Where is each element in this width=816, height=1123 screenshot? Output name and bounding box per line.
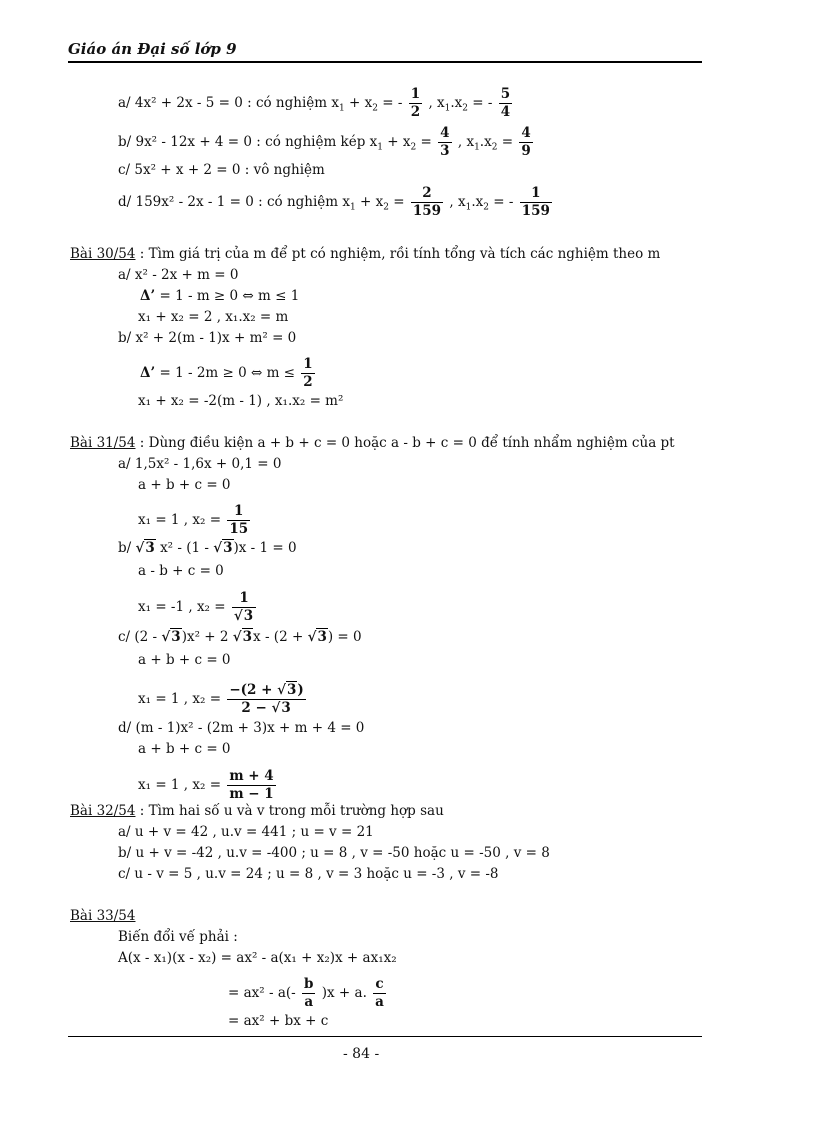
fraction: $\frac{4}{3}$ xyxy=(440,125,450,159)
delta-symbol: Δ’ xyxy=(140,288,156,304)
p31-b-result: x₁ = -1 , x₂ = $\frac{1}{√3}$ xyxy=(138,590,258,625)
p29-d: d/ 159x² - 2x - 1 = 0 : có nghiệm $x_1 + x_2$ = $\frac{2}{159}$ , $x_1.x_2$ = - $\frac{1}{159}$ xyxy=(118,185,550,219)
p31-c-cond: a + b + c = 0 xyxy=(138,652,231,668)
sqrt: √3 xyxy=(307,629,327,645)
sqrt: √3 xyxy=(161,629,181,645)
p29-c: c/ 5x² + x + 2 = 0 : vô nghiệm xyxy=(118,162,325,178)
p31-a-result: x₁ = 1 , x₂ = $\frac{1}{15}$ xyxy=(138,503,249,537)
fraction: $\frac{1}{√3}$ xyxy=(232,590,256,625)
fraction: $\frac{-(2 + √3)}{2 - √3}$ xyxy=(229,682,304,716)
footer-rule xyxy=(68,1036,702,1037)
header-rule xyxy=(68,61,702,63)
sqrt: √3 xyxy=(232,629,253,645)
page-header: Giáo án Đại số lớp 9 xyxy=(68,40,237,58)
p31-a: a/ 1,5x² - 1,6x + 0,1 = 0 xyxy=(118,456,282,472)
p31-b: b/ √3 x² - (1 - √3)x - 1 = 0 xyxy=(118,540,297,556)
fraction: $\frac{b}{a}$ xyxy=(304,976,314,1010)
sqrt: √3 xyxy=(233,608,254,624)
p30-a-delta: Δ’ = 1 - m ≥ 0 ⇔ m ≤ 1 xyxy=(140,288,300,304)
p33-line3: = ax² + bx + c xyxy=(228,1013,329,1029)
fraction: $\frac{m + 4}{m - 1}$ xyxy=(229,768,274,802)
p32-a: a/ u + v = 42 , u.v = 441 ; u = v = 21 xyxy=(118,824,374,840)
delta-symbol: Δ’ xyxy=(140,365,156,381)
fraction: $\frac{2}{159}$ xyxy=(412,185,442,219)
p32-title-line: Bài 32/54 : Tìm hai số u và v trong mỗi trường hợp sau xyxy=(70,803,444,819)
page-number: - 84 - xyxy=(343,1046,380,1062)
p31-b-cond: a - b + c = 0 xyxy=(138,563,224,579)
p33-line1: A(x - x₁)(x - x₂) = ax² - a(x₁ + x₂)x + ax₁x₂ xyxy=(118,950,397,966)
p32-c: c/ u - v = 5 , u.v = 24 ; u = 8 , v = 3 hoặc u = -3 , v = -8 xyxy=(118,866,499,882)
p33-line2: = ax² - a(- $\frac{b}{a}$ )x + a. $\frac{c}{a}$ xyxy=(228,976,384,1010)
fraction: $\frac{c}{a}$ xyxy=(375,976,384,1010)
sqrt: √3 xyxy=(271,700,291,716)
exercise-title: Bài 31/54 xyxy=(70,435,136,451)
p33-title xyxy=(70,907,135,925)
exercise-title: Bài 30/54 xyxy=(70,246,136,262)
p31-d: d/ (m - 1)x² - (2m + 3)x + m + 4 = 0 xyxy=(118,720,365,736)
sqrt: √3 xyxy=(277,682,297,698)
fraction: $\frac{1}{2}$ xyxy=(303,356,313,390)
p32-b: b/ u + v = -42 , u.v = -400 ; u = 8 , v = -50 hoặc u = -50 , v = 8 xyxy=(118,845,550,861)
p31-d-cond: a + b + c = 0 xyxy=(138,741,231,757)
fraction: $\frac{1}{2}$ xyxy=(410,86,421,120)
fraction: $\frac{5}{4}$ xyxy=(500,86,511,120)
p30-b-result: x₁ + x₂ = -2(m - 1) , x₁.x₂ = m² xyxy=(138,393,344,409)
p31-title-line: Bài 31/54 : Dùng điều kiện a + b + c = 0 hoặc a - b + c = 0 để tính nhẩm nghiệm của pt xyxy=(70,435,675,451)
exercise-title: Bài 33/54 xyxy=(70,908,136,924)
p31-c: c/ (2 - √3)x² + 2 √3x - (2 + √3) = 0 xyxy=(118,629,362,645)
sqrt: √3 xyxy=(213,540,233,556)
p30-b-delta: Δ’ = 1 - 2m ≥ 0 ⇔ m ≤ $\frac{1}{2}$ xyxy=(140,356,313,390)
p33-intro: Biến đổi vế phải : xyxy=(118,929,238,945)
sqrt: √3 xyxy=(135,540,155,556)
p29-a: a/ 4x² + 2x - 5 = 0 : có nghiệm $x_1 + x_2$ = - $\frac{1}{2}$ , $x_1.x_2$ = - $\frac{5}{4}$ xyxy=(118,86,511,120)
p30-title-line: Bài 30/54 : Tìm giá trị của m để pt có nghiệm, rồi tính tổng và tích các nghiệm theo m xyxy=(70,246,661,262)
exercise-title: Bài 32/54 xyxy=(70,803,136,819)
fraction: $\frac{1}{159}$ xyxy=(521,185,550,219)
p31-a-cond: a + b + c = 0 xyxy=(138,477,231,493)
fraction: $\frac{4}{9}$ xyxy=(521,125,531,159)
p31-c-result: x₁ = 1 , x₂ = $\frac{-(2 + √3)}{2 - √3}$ xyxy=(138,682,304,716)
p30-a-result: x₁ + x₂ = 2 , x₁.x₂ = m xyxy=(138,309,289,325)
p31-d-result: x₁ = 1 , x₂ = $\frac{m + 4}{m - 1}$ xyxy=(138,768,274,802)
fraction: $\frac{1}{15}$ xyxy=(229,503,249,537)
p30-b: b/ x² + 2(m - 1)x + m² = 0 xyxy=(118,330,297,346)
p29-b: b/ 9x² - 12x + 4 = 0 : có nghiệm kép $x_1 + x_2$ = $\frac{4}{3}$ , $x_1.x_2$ = $\frac{4}{9}$ xyxy=(118,125,531,159)
p30-a: a/ x² - 2x + m = 0 xyxy=(118,267,239,283)
